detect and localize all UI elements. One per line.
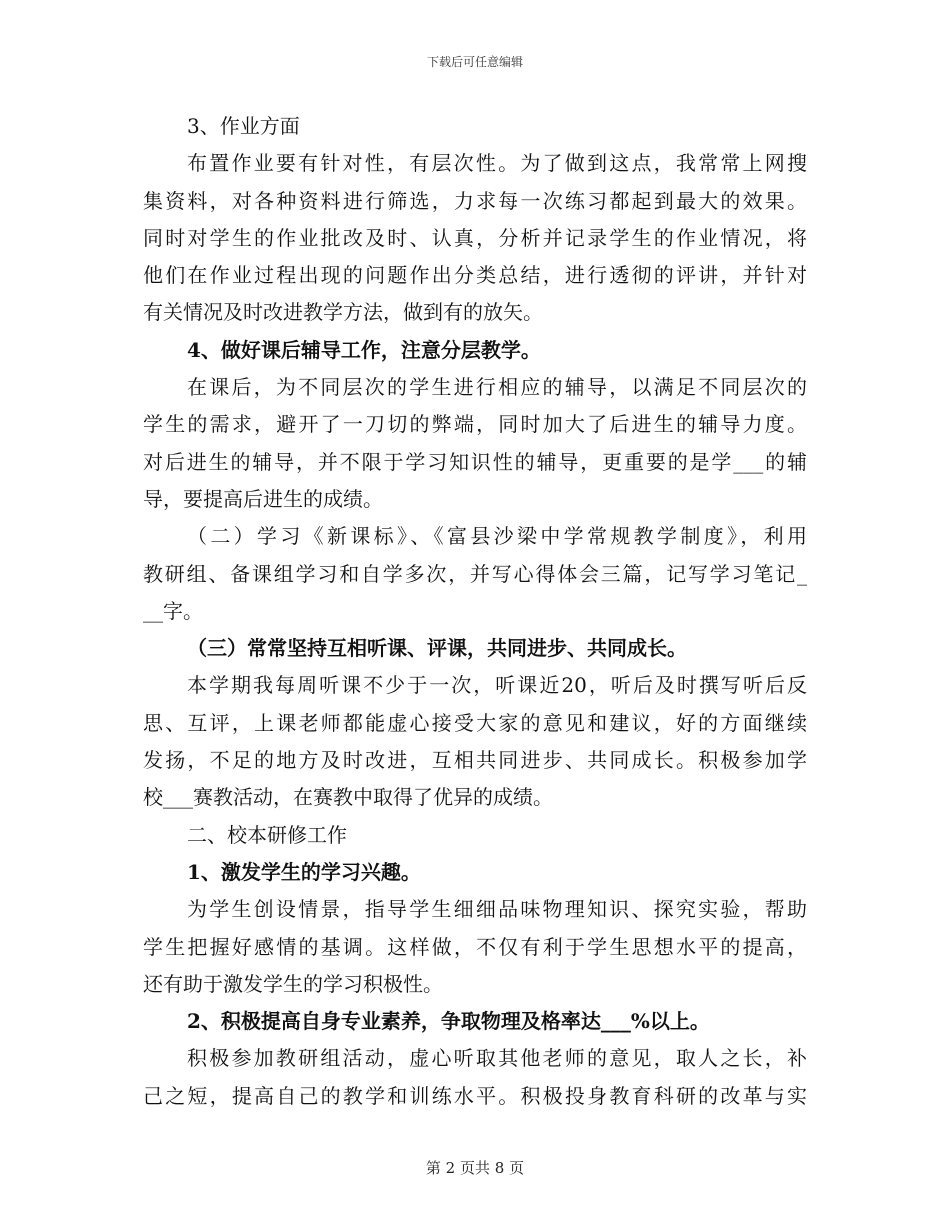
paragraph-line: 布置作业要有针对性，有层次性。为了做到这点，我常常上网搜	[187, 151, 807, 176]
paragraph-line: 同时对学生的作业批改及时、认真，分析并记录学生的作业情况，将	[143, 225, 807, 250]
paragraph-line: 有关情况及时改进教学方法，做到有的放矢。	[143, 300, 543, 325]
page-footer: 第 2 页共 8 页	[425, 1159, 525, 1177]
paragraph-line: __字。	[143, 598, 203, 623]
heading-school-research: 二、校本研修工作	[187, 822, 347, 847]
heading-interest: 1、激发学生的学习兴趣。	[187, 859, 421, 884]
page-header: 下载后可任意编辑	[426, 55, 523, 69]
heading-tutoring: 4、做好课后辅导工作，注意分层教学。	[187, 337, 541, 362]
paragraph-line: 本学期我每周听课不少于一次，听课近20，听后及时撰写听后反	[187, 673, 807, 698]
paragraph-line: 教研组、备课组学习和自学多次，并写心得体会三篇，记写学习笔记_	[143, 561, 807, 586]
paragraph-line: 发扬，不足的地方及时改进，互相共同进步、共同成长。积极参加学	[143, 748, 807, 773]
paragraph-line: 还有助于激发学生的学习积极性。	[143, 971, 443, 996]
paragraph-line: 积极参加教研组活动，虚心听取其他老师的意见，取人之长，补	[187, 1046, 807, 1071]
paragraph-line: 学生的需求，避开了一刀切的弊端，同时加大了后进生的辅导力度。	[143, 412, 807, 437]
paragraph-line: 集资料，对各种资料进行筛选，力求每一次练习都起到最大的效果。	[143, 188, 807, 213]
heading-peer-observation: （三）常常坚持互相听课、评课，共同进步、共同成长。	[187, 636, 687, 661]
paragraph-line: 为学生创设情景，指导学生细细品味物理知识、探究实验，帮助	[187, 897, 807, 922]
paragraph-line: 学生把握好感情的基调。这样做，不仅有利于学生思想水平的提高，	[143, 934, 807, 959]
paragraph-line: 导，要提高后进生的成绩。	[143, 486, 383, 511]
heading-professional: 2、积极提高自身专业素养，争取物理及格率达___%以上。	[187, 1009, 710, 1034]
paragraph-line: 己之短，提高自己的教学和训练水平。积极投身教育科研的改革与实	[143, 1083, 807, 1108]
paragraph-line: 对后进生的辅导，并不限于学习知识性的辅导，更重要的是学___的辅	[143, 449, 807, 474]
heading-homework: 3、作业方面	[187, 114, 300, 138]
document-body	[143, 108, 807, 1115]
paragraph-line: 他们在作业过程出现的问题作出分类总结，进行透彻的评讲，并针对	[143, 263, 807, 288]
paragraph-line: （二）学习《新课标》、《富县沙梁中学常规教学制度》，利用	[187, 524, 807, 549]
paragraph-line: 校___赛教活动，在赛教中取得了优异的成绩。	[143, 785, 553, 810]
paragraph-line: 思、互评，上课老师都能虚心接受大家的意见和建议，好的方面继续	[143, 710, 807, 735]
paragraph-line: 在课后，为不同层次的学生进行相应的辅导，以满足不同层次的	[187, 375, 807, 400]
